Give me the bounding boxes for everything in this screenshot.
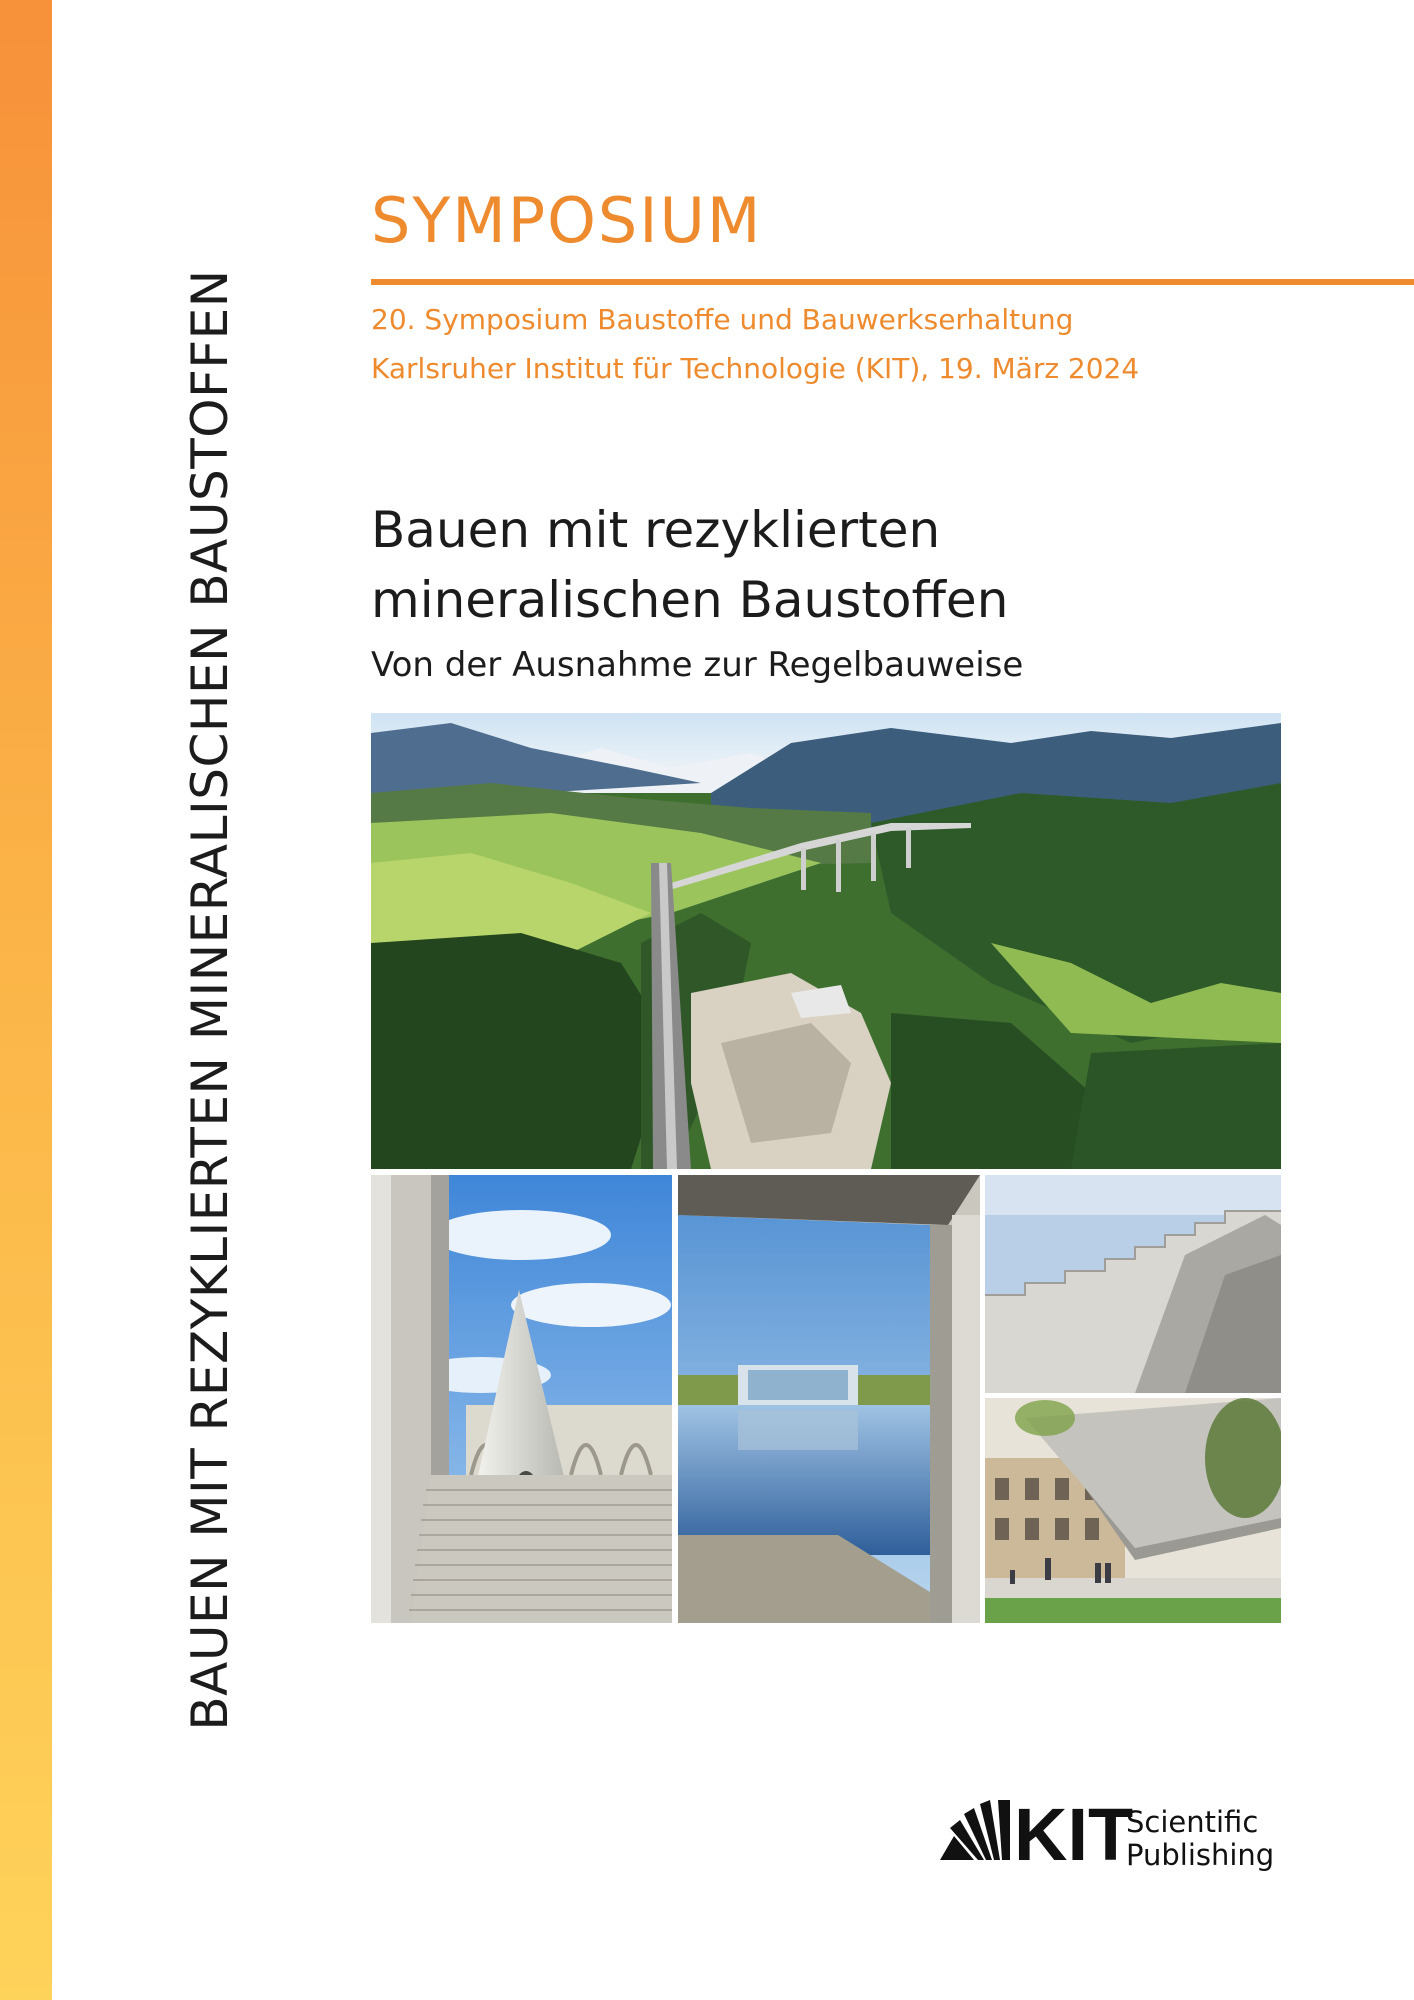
cone-building-stairs-photo — [371, 1175, 672, 1623]
concrete-canopy-plaza-photo — [985, 1398, 1281, 1623]
book-subtitle: Von der Ausnahme zur Regelbauweise — [371, 645, 1024, 685]
series-label: SYMPOSIUM — [371, 184, 763, 257]
orange-gradient-stripe — [0, 0, 52, 2000]
publisher-name — [1126, 1806, 1274, 1872]
title-line-1: Bauen mit rezyklierten — [371, 501, 941, 559]
concrete-staircase-photo — [985, 1175, 1281, 1393]
publisher-line-2: Publishing — [1126, 1838, 1275, 1872]
concrete-frame-reflecting-pool-photo — [678, 1175, 980, 1623]
event-line-2: Karlsruher Institut für Technologie (KIT), 19. März 2024 — [371, 352, 1140, 385]
book-title — [371, 495, 1008, 635]
publisher-line-1: Scientific — [1126, 1805, 1259, 1839]
kit-logo-text: KIT — [1014, 1800, 1134, 1876]
orange-divider — [371, 279, 1414, 285]
event-line-1: 20. Symposium Baustoffe und Bauwerkserhaltung — [371, 303, 1074, 336]
mountain-valley-bridge-photo — [371, 713, 1281, 1169]
spine-title: BAUEN MIT REZYKLIERTEN MINERALISCHEN BAUSTOFFEN — [181, 269, 239, 1731]
title-line-2: mineralischen Baustoffen — [371, 571, 1009, 629]
